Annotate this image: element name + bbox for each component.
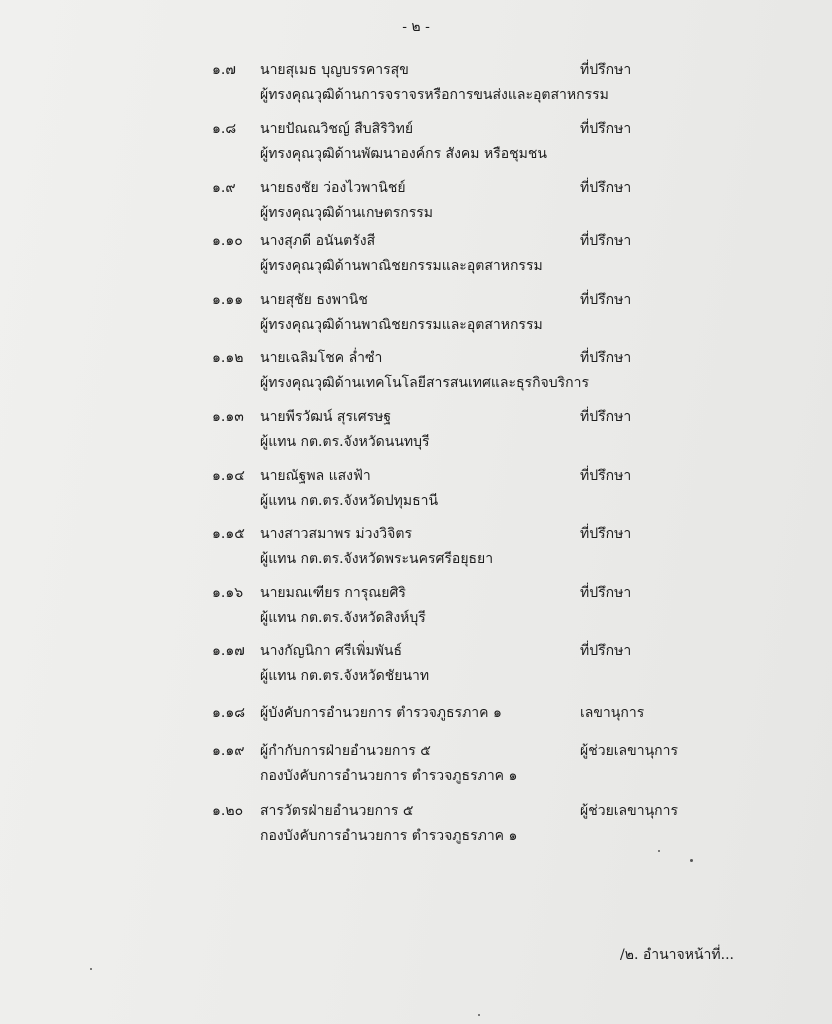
member-qualification: ผู้ทรงคุณวุฒิด้านพาณิชยกรรมและอุตสาหกรรม xyxy=(260,317,543,333)
item-number: ๑.๑๑ xyxy=(212,292,244,308)
member-name: นายมณเฑียร การุณยศิริ xyxy=(260,585,406,601)
member-role: ที่ปรึกษา xyxy=(580,585,632,601)
item-number: ๑.๒๐ xyxy=(212,803,244,819)
member-role: ผู้ช่วยเลขานุการ xyxy=(580,743,678,759)
member-qualification: ผู้ทรงคุณวุฒิด้านพาณิชยกรรมและอุตสาหกรรม xyxy=(260,258,543,274)
item-number: ๑.๙ xyxy=(212,180,236,196)
member-qualification: ผู้ทรงคุณวุฒิด้านเกษตรกรรม xyxy=(260,205,434,221)
member-name: ผู้บังคับการอำนวยการ ตำรวจภูธรภาค ๑ xyxy=(260,705,502,721)
member-role: ที่ปรึกษา xyxy=(580,468,632,484)
member-name: นายณัฐพล แสงฟ้า xyxy=(260,468,371,484)
member-qualification: ผู้แทน กต.ตร.จังหวัดชัยนาท xyxy=(260,668,430,684)
member-name: นายเฉลิมโชค ล่ำซำ xyxy=(260,350,383,366)
member-qualification: ผู้ทรงคุณวุฒิด้านเทคโนโลยีสารสนเทศและธุรกิจบริการ xyxy=(260,375,590,391)
member-name: สารวัตรฝ่ายอำนวยการ ๕ xyxy=(260,803,414,819)
member-name: นายสุเมธ บุญบรรคารสุข xyxy=(260,62,409,78)
item-number: ๑.๘ xyxy=(212,121,237,137)
item-number: ๑.๑๐ xyxy=(212,233,243,249)
member-name: นางสุภดี อนันตรังสี xyxy=(260,233,376,249)
item-number: ๑.๑๔ xyxy=(212,468,245,484)
dust-speck xyxy=(658,850,660,852)
member-name: นายปัณณวิชญ์ สืบสิริวิทย์ xyxy=(260,121,414,137)
member-role: ที่ปรึกษา xyxy=(580,350,632,366)
member-name: นายพีรวัฒน์ สุรเศรษฐ xyxy=(260,409,392,425)
member-role: ที่ปรึกษา xyxy=(580,643,632,659)
member-name: นายธงชัย ว่องไวพานิชย์ xyxy=(260,180,406,196)
item-number: ๑.๗ xyxy=(212,62,236,78)
member-role: ผู้ช่วยเลขานุการ xyxy=(580,803,678,819)
member-role: ที่ปรึกษา xyxy=(580,292,632,308)
item-number: ๑.๑๖ xyxy=(212,585,244,601)
member-qualification: ผู้แทน กต.ตร.จังหวัดสิงห์บุรี xyxy=(260,610,426,626)
member-qualification: ผู้แทน กต.ตร.จังหวัดพระนครศรีอยุธยา xyxy=(260,551,494,567)
member-qualification: ผู้แทน กต.ตร.จังหวัดนนทบุรี xyxy=(260,434,430,450)
member-name: นายสุชัย ธงพานิช xyxy=(260,292,368,308)
member-role: ที่ปรึกษา xyxy=(580,409,632,425)
dust-speck xyxy=(690,859,693,862)
member-qualification: กองบังคับการอำนวยการ ตำรวจภูธรภาค ๑ xyxy=(260,768,518,784)
member-role: ที่ปรึกษา xyxy=(580,233,632,249)
member-name: ผู้กำกับการฝ่ายอำนวยการ ๕ xyxy=(260,743,431,759)
page-number: - ๒ - xyxy=(402,19,430,35)
member-name: นางสาวสมาพร ม่วงวิจิตร xyxy=(260,526,412,542)
member-name: นางกัญนิกา ศรีเพิ่มพันธ์ xyxy=(260,643,403,659)
item-number: ๑.๑๓ xyxy=(212,409,244,425)
item-number: ๑.๑๗ xyxy=(212,643,245,659)
item-number: ๑.๑๒ xyxy=(212,350,244,366)
member-qualification: กองบังคับการอำนวยการ ตำรวจภูธรภาค ๑ xyxy=(260,828,518,844)
item-number: ๑.๑๘ xyxy=(212,705,246,721)
member-role: ที่ปรึกษา xyxy=(580,121,632,137)
member-role: ที่ปรึกษา xyxy=(580,526,632,542)
member-qualification: ผู้ทรงคุณวุฒิด้านพัฒนาองค์กร สังคม หรือชุมชน xyxy=(260,146,547,162)
member-role: ที่ปรึกษา xyxy=(580,180,632,196)
continuation-note: /๒. อำนาจหน้าที่... xyxy=(620,947,734,963)
member-role: เลขานุการ xyxy=(580,705,645,721)
member-role: ที่ปรึกษา xyxy=(580,62,632,78)
member-qualification: ผู้แทน กต.ตร.จังหวัดปทุมธานี xyxy=(260,493,439,509)
item-number: ๑.๑๕ xyxy=(212,526,245,542)
member-qualification: ผู้ทรงคุณวุฒิด้านการจราจรหรือการขนส่งและอุตสาหกรรม xyxy=(260,87,609,103)
dust-speck xyxy=(478,1014,480,1016)
dust-speck xyxy=(90,968,92,970)
item-number: ๑.๑๙ xyxy=(212,743,245,759)
